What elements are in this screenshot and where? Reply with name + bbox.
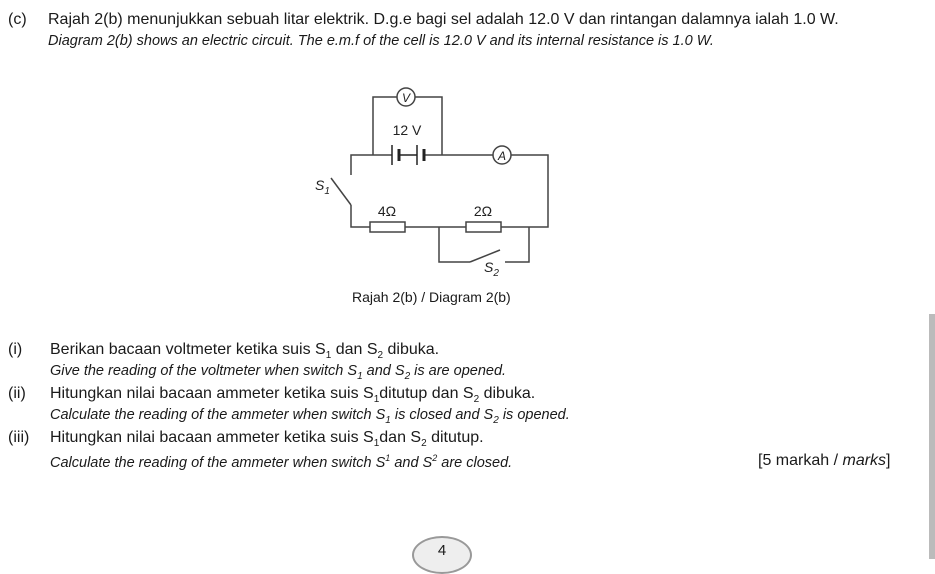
- wires: [331, 97, 548, 262]
- part-i-malay: [50, 341, 439, 361]
- subscript: 2: [473, 394, 480, 406]
- ammeter-label: A: [497, 149, 507, 163]
- part-ii-english: [50, 407, 570, 426]
- marks-suffix: ]: [886, 452, 891, 469]
- marks-prefix: [5 markah /: [758, 452, 843, 469]
- text-segment: Hitungkan nilai bacaan ammeter ketika suis S: [50, 385, 374, 402]
- cell-icon: [392, 145, 424, 165]
- text-segment: ditutup.: [426, 429, 484, 446]
- text-segment: is closed and S: [390, 407, 494, 423]
- text-segment: are closed.: [437, 454, 513, 471]
- subscript: 1: [357, 370, 363, 382]
- s2-label: [484, 259, 499, 279]
- text-segment: Calculate the reading of the ammeter when switch S: [50, 454, 386, 471]
- s2-subscript: 2: [493, 268, 499, 279]
- subscript: 1: [373, 394, 380, 406]
- part-iii-english: [50, 453, 512, 471]
- resistor-4ohm-label: 4Ω: [377, 203, 397, 219]
- cell-label: 12 V: [392, 122, 422, 138]
- subscript: 1: [373, 438, 380, 450]
- text-segment: dibuka.: [479, 385, 536, 402]
- text-segment: dibuka.: [383, 341, 440, 358]
- s1-letter: S: [315, 177, 325, 193]
- subscript: 2: [404, 370, 411, 382]
- text-segment: is opened.: [498, 407, 570, 423]
- question-malay: Rajah 2(b) menunjukkan sebuah litar elektrik. D.g.e bagi sel adalah 12.0 V dan rintangan dalamnya ialah 1.0 W.: [48, 11, 839, 28]
- part-ii-malay: [50, 385, 535, 405]
- subscript: 2: [377, 350, 384, 362]
- s1-subscript: 1: [324, 186, 330, 197]
- marks-italic: marks: [842, 452, 887, 469]
- superscript: 1: [385, 453, 391, 463]
- subscript: 2: [493, 414, 499, 426]
- resistor-2ohm-label: 2Ω: [473, 203, 493, 219]
- part-i-english: [50, 363, 506, 382]
- part-iii-malay: [50, 429, 484, 449]
- part-number: (i): [8, 341, 23, 358]
- text-segment: dan S: [379, 429, 422, 446]
- scrollbar[interactable]: [929, 314, 935, 559]
- subscript: 1: [385, 414, 391, 426]
- diagram-caption: Rajah 2(b) / Diagram 2(b): [352, 289, 511, 305]
- text-segment: dan S: [331, 341, 378, 358]
- text-segment: ditutup dan S: [379, 385, 474, 402]
- resistor-2ohm: [466, 222, 501, 232]
- question-label: (c): [8, 11, 27, 28]
- text-segment: Calculate the reading of the ammeter when switch S: [50, 407, 386, 423]
- s2-letter: S: [484, 259, 494, 275]
- part-number: (ii): [8, 385, 26, 402]
- marks-label: [758, 452, 891, 470]
- subscript: 1: [325, 350, 332, 362]
- text-segment: is are opened.: [410, 363, 507, 379]
- switch-s1: [331, 178, 351, 205]
- text-segment: and S: [362, 363, 405, 379]
- text-segment: Hitungkan nilai bacaan ammeter ketika suis S: [50, 429, 374, 446]
- subscript: 2: [421, 438, 427, 450]
- text-segment: and S: [390, 454, 433, 471]
- text-segment: Give the reading of the voltmeter when switch S: [50, 363, 358, 379]
- voltmeter-label: V: [401, 91, 411, 105]
- superscript: 2: [432, 453, 438, 463]
- page-number: 4: [412, 536, 472, 574]
- resistor-4ohm: [370, 222, 405, 232]
- question-english: Diagram 2(b) shows an electric circuit. The e.m.f of the cell is 12.0 V and its internal resistance is 1.0 W.: [48, 33, 714, 49]
- s1-label: [315, 177, 330, 197]
- part-number: (iii): [8, 429, 30, 446]
- text-segment: Berikan bacaan voltmeter ketika suis S: [50, 341, 326, 358]
